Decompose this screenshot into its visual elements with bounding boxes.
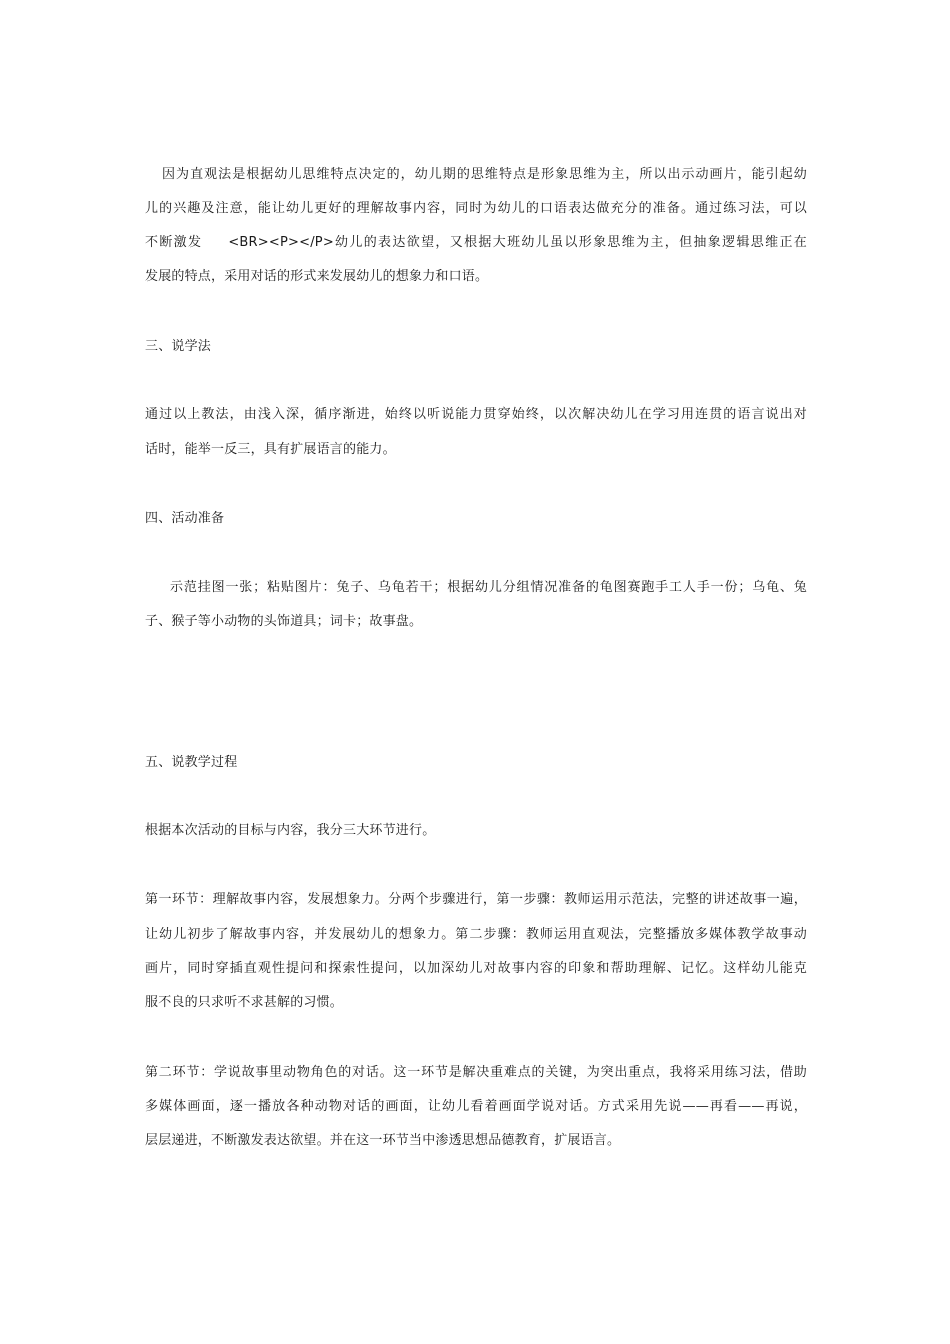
paragraph-line: 因为直观法是根据幼儿思维特点决定的，幼儿期的思维特点是形象思维为主，所以出示动画片，能引起幼 [162, 167, 807, 182]
paragraph-text: 幼儿的表达欲望，又根据大班幼儿虽以形象思维为主，但抽象逻辑思维正在 [333, 235, 807, 250]
paragraph-line-with-tag [145, 233, 807, 253]
paragraph-line: 让幼儿初步了解故事内容，并发展幼儿的想象力。第二步骤：教师运用直观法，完整播放多媒体教学故事动 [145, 927, 807, 942]
paragraph-line: 第一环节：理解故事内容，发展想象力。分两个步骤进行，第一步骤：教师运用示范法，完整的讲述故事一遍， [145, 892, 807, 907]
paragraph-line: 通过以上教法，由浅入深，循序渐进，始终以听说能力贯穿始终，以次解决幼儿在学习用连贯的语言说出对 [145, 407, 807, 422]
paragraph-line: 多媒体画面，逐一播放各种动物对话的画面，让幼儿看着画面学说对话。方式采用先说——再看——再说， [145, 1099, 807, 1114]
paragraph-line: 层层递进，不断激发表达欲望。并在这一环节当中渗透思想品德教育，扩展语言。 [145, 1133, 621, 1148]
section-heading: 五、说教学过程 [145, 755, 238, 770]
html-tag-text: <BR><P></P> [228, 235, 334, 250]
paragraph-line: 话时，能举一反三，具有扩展语言的能力。 [145, 442, 396, 457]
paragraph-line: 画片，同时穿插直观性提问和探索性提问，以加深幼儿对故事内容的印象和帮助理解、记忆。这样幼儿能克 [145, 961, 807, 976]
paragraph-line: 发展的特点，采用对话的形式来发展幼儿的想象力和口语。 [145, 269, 489, 284]
paragraph-text: 不断激发 [145, 235, 203, 250]
paragraph-line: 根据本次活动的目标与内容，我分三大环节进行。 [145, 823, 436, 838]
paragraph-line: 第二环节：学说故事里动物角色的对话。这一环节是解决重难点的关键，为突出重点，我将采用练习法，借助 [145, 1065, 807, 1080]
paragraph-line: 服不良的只求听不求甚解的习惯。 [145, 995, 344, 1010]
paragraph-line: 儿的兴趣及注意，能让幼儿更好的理解故事内容，同时为幼儿的口语表达做充分的准备。通过练习法，可以 [145, 201, 807, 216]
section-heading: 三、说学法 [145, 339, 212, 354]
section-heading: 四、活动准备 [145, 511, 225, 526]
paragraph-line: 子、猴子等小动物的头饰道具；词卡；故事盘。 [145, 614, 423, 629]
paragraph-line: 示范挂图一张；粘贴图片：兔子、乌龟若干；根据幼儿分组情况准备的龟图赛跑手工人手一份；乌龟、兔 [170, 580, 807, 595]
